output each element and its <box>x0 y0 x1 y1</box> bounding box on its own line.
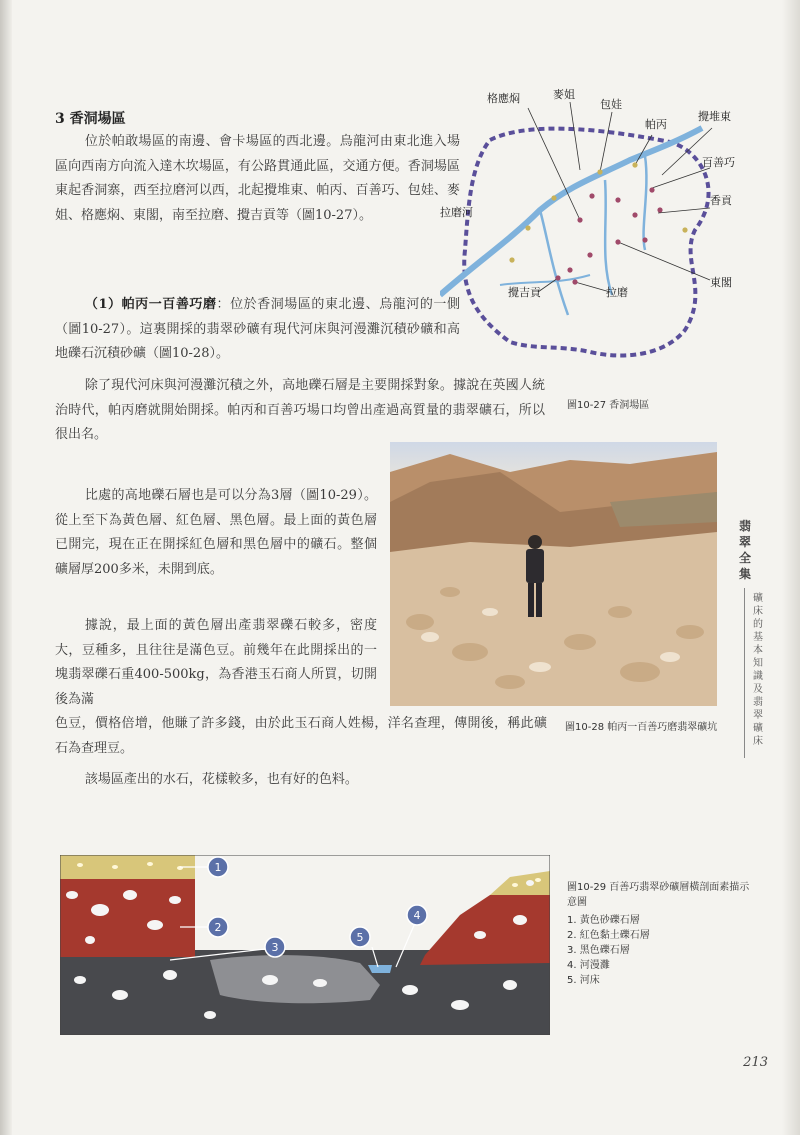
label-lamohe: 拉磨河 <box>440 206 473 219</box>
caption-fig-10-29 <box>567 880 757 988</box>
cross-section-diagram <box>60 855 550 1035</box>
page-number: 213 <box>743 1055 768 1070</box>
subsection-heading: （1）帕丙一百善巧磨 <box>84 297 217 312</box>
label-dongge: 東閣 <box>710 276 732 289</box>
paragraph-three-layers: 比處的高地礫石層也是可以分為3層（圖10-29）。從上至下為黃色層、紅色層、黑色層。最上面的黃色層已開完，現在正在開採紅色層和黑色層中的礦石。整個礦層厚200多米，未開到底。 <box>55 488 377 577</box>
page-right-edge <box>782 0 800 1135</box>
label-maijie: 麥姐 <box>553 88 575 101</box>
side-chapter-title: 礦床的基本知識及翡翠礦床 <box>753 593 763 747</box>
caption-fig-10-27: 圖10-27 香洞場區 <box>567 400 650 411</box>
red-clay-layer-right <box>420 893 550 965</box>
caption-fig-10-29-title: 圖10-29 百善巧翡翠砂礦層橫剖面素描示意圖 <box>567 882 750 908</box>
label-xianggong: 香貢 <box>710 194 732 207</box>
marker-2: 2 <box>214 921 222 934</box>
label-pabing: 帕丙 <box>645 118 667 131</box>
tributary-lamo <box>540 210 568 315</box>
caption-fig-10-28: 圖10-28 帕丙一百善巧磨翡翠礦坑 <box>565 722 718 733</box>
legend-item: 4. 河漫灘 <box>567 960 610 971</box>
label-lamo: 拉磨 <box>606 286 628 299</box>
marker-4: 4 <box>413 909 421 922</box>
floodplain <box>210 955 380 1003</box>
marker-5: 5 <box>356 931 364 944</box>
legend-item: 2. 紅色黏土礫石層 <box>567 930 650 941</box>
section-title: 3 香洞場區 <box>55 111 126 127</box>
paragraph-intro: 位於帕敢場區的南邊、會卡場區的西北邊。烏龍河由東北進入場區向西南方向流入達木坎場區，有公路貫通此區，交通方便。香洞場區東起香洞寨，西至拉磨河以西，北起攪堆東、帕丙、百善巧、包娃、麥姐、格應焖、東閣，南至拉磨、攪吉貢等（圖10-27）。 <box>55 134 460 223</box>
map-xiangdong-area <box>440 80 770 370</box>
marker-1: 1 <box>214 861 222 874</box>
tributary-center <box>605 180 612 295</box>
yellow-layer-left <box>60 855 195 879</box>
label-geyingjiong: 格應焖 <box>487 92 520 105</box>
legend-item: 5. 河床 <box>567 975 600 986</box>
label-baowa: 包娃 <box>600 98 622 111</box>
legend-item: 1. 黃色砂礫石層 <box>567 915 640 926</box>
page-binding-shadow <box>0 0 12 1135</box>
side-divider <box>744 588 745 758</box>
marker-3: 3 <box>271 941 279 954</box>
paragraph-upland-gravel: 除了現代河床與河漫灘沉積之外，高地礫石層是主要開採對象。據說在英國人統治時代，帕丙磨就開始開採。帕丙和百善巧場口均曾出產過高質量的翡翠礦石，所以很出名。 <box>55 378 545 442</box>
river-bed-water <box>368 965 392 973</box>
paragraph-pabing-text: ：位於香洞場區的東北邊、烏龍河的一側（圖10-27）。這裏開採的翡翠砂礦有現代河床與河漫灘沉積砂礦和高地礫石沉積砂礦（圖10-28）。 <box>55 297 460 361</box>
yellow-layer-right <box>490 871 550 895</box>
label-baishanqiao: 百善巧 <box>702 156 735 169</box>
mine-pit-photo <box>390 442 717 706</box>
side-book-title: 翡翠全集 <box>739 519 752 581</box>
legend-item: 3. 黑色礫石層 <box>567 945 630 956</box>
mine-pit-photo-illustration <box>390 442 717 706</box>
legend-list <box>567 913 757 988</box>
paragraph-charlie-bean: 據說，最上面的黃色層出產翡翠礫石較多，密度大，豆種多，且往往是滿色豆。前幾年在此開採出的一塊翡翠礫石重400-500kg，為香港玉石商人所買，切開後為滿 <box>55 618 377 707</box>
label-jiaoduidong: 攪堆東 <box>698 110 731 123</box>
tributary-east <box>644 156 647 250</box>
red-clay-layer-left <box>60 877 195 957</box>
paragraph-water-stone: 該場區產出的水石，花樣較多，也有好的色料。 <box>84 772 358 787</box>
paragraph-charlie-bean-cont: 色豆，價格倍增，他賺了許多錢，由於此玉石商人姓楊，洋名查理，傳開後，稱此礦石為查理豆。 <box>55 716 547 756</box>
paragraph-pabing <box>55 293 460 367</box>
label-jiaojigong: 攪吉貢 <box>508 286 541 299</box>
